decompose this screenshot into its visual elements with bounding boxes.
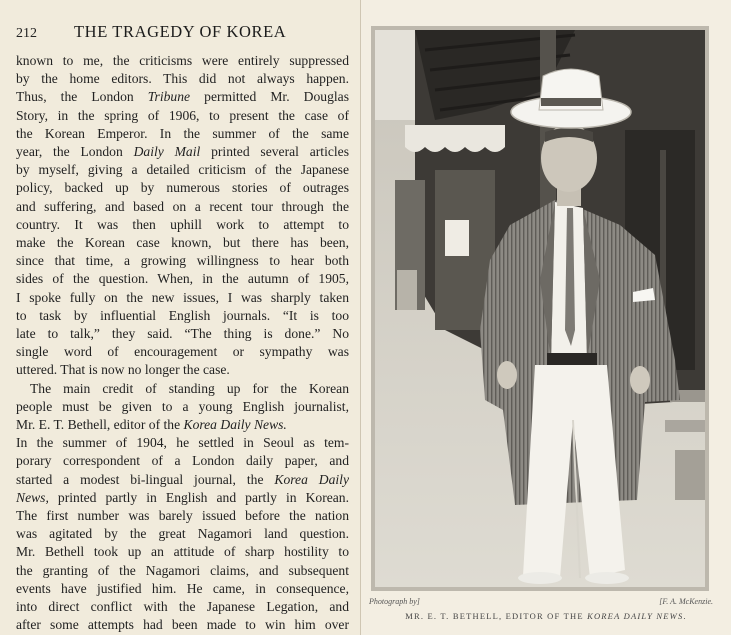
italic-title: Korea Daily [274,471,349,487]
photo-credit-left: Photograph by] [369,597,420,606]
text-line [16,580,349,598]
text-run: single word of encouragement or sympathy was [16,344,349,360]
text-run: to task by influential English journals. “It is too [16,307,349,323]
text-run: Thus, the London [16,89,148,105]
text-line [16,234,349,252]
text-run: after some attempts had been made to win him over [16,617,349,633]
text-line [16,252,349,270]
text-run: by myself, giving a detailed criticism of the Japanese [16,162,349,178]
text-run: late to talk,” they said. “The thing is done.” No [16,326,349,342]
text-line [16,562,349,580]
text-line [16,543,349,561]
text-line [16,179,349,197]
text-run: The first number was barely issued before the nation [16,508,349,524]
caption-end: . [683,611,687,621]
text-line [16,398,349,416]
text-line [16,525,349,543]
caption-italic: KOREA DAILY NEWS [587,611,684,621]
text-run: into direct conflict with the Japanese Legation, and [16,599,349,615]
text-line [16,507,349,525]
text-run: permitted Mr. Douglas [190,89,349,105]
text-run: policy, backed up by numerous stories of outrages [16,180,349,196]
right-page [361,0,731,635]
text-line [16,216,349,234]
text-line [16,289,349,307]
italic-title: Tribune [147,89,191,105]
text-run: and suffering, and based on a recent tour through the [16,198,349,214]
italic-title: Korea Daily News. [183,417,287,433]
text-run: the granting of the Nagamori claims, and subsequent [16,562,349,578]
text-run: known to me, the criticisms were entirely suppressed [16,53,349,68]
text-run: Mr. Bethell took up an attitude of sharp hostility to [16,544,349,560]
text-line [16,161,349,179]
text-line [16,416,349,434]
portrait-photograph [375,30,705,587]
italic-title: News, [16,489,49,505]
text-line [16,52,349,70]
text-line [16,107,349,125]
text-run: since that time, a growing willingness to hear both [16,253,349,269]
text-line [16,325,349,343]
text-run: make the Korean case known, but there has been, [16,235,349,251]
page-number: 212 [16,26,37,41]
left-page [0,0,361,635]
text-run: printed several articles [200,144,349,160]
text-line [16,270,349,288]
photo-credit-right: [F. A. McKenzie. [659,597,713,606]
page-header [16,22,352,44]
text-run: by the home editors. This did not always happen. [16,71,349,87]
text-run: printed partly in English and partly in Korean. [48,489,349,505]
text-run: country. It was then uphill work to attempt to [16,216,349,232]
text-line [16,70,349,88]
text-line [16,198,349,216]
text-line [16,143,349,161]
text-line [16,125,349,143]
text-run: sides of the question. When, in the autumn of 1905, [16,271,349,287]
text-run: The main credit of standing up for the Korean [30,380,349,396]
text-run: In the summer of 1904, he settled in Seoul as tem- [16,435,349,451]
photo-caption [361,611,731,621]
text-run: Mr. E. T. Bethell, editor of the [16,417,184,433]
text-line [16,343,349,361]
text-line [16,452,349,470]
body-text [16,52,349,635]
text-line [16,471,349,489]
text-line [16,616,349,634]
text-run: Story, in the spring of 1906, to present the case of [16,107,349,123]
text-run: events have justified him. He came, in consequence, [16,580,349,596]
text-line [16,489,349,507]
text-line [16,434,349,452]
text-line [16,361,349,379]
photo-frame [371,26,709,591]
text-line [16,307,349,325]
text-run: the Korean Emperor. In the summer of the same [16,125,349,141]
text-run: people must be given to a young English journalist, [16,398,349,414]
text-run: I spoke fully on the new issues, I was sharply taken [16,289,349,305]
text-line [16,88,349,106]
text-line [16,380,349,398]
text-run: was agitated by the great Nagamori land question. [16,526,349,542]
text-line [16,598,349,616]
text-run: porary correspondent of a London daily paper, and [16,453,349,469]
text-run: started a modest bi-lingual journal, the [16,471,275,487]
text-run: uttered. That is now no longer the case. [16,362,230,378]
caption-text: MR. E. T. BETHELL, EDITOR OF THE [405,611,588,621]
italic-title: Daily Mail [133,144,201,160]
running-head: THE TRAGEDY OF KOREA [74,22,287,41]
text-run: year, the London [16,144,134,160]
